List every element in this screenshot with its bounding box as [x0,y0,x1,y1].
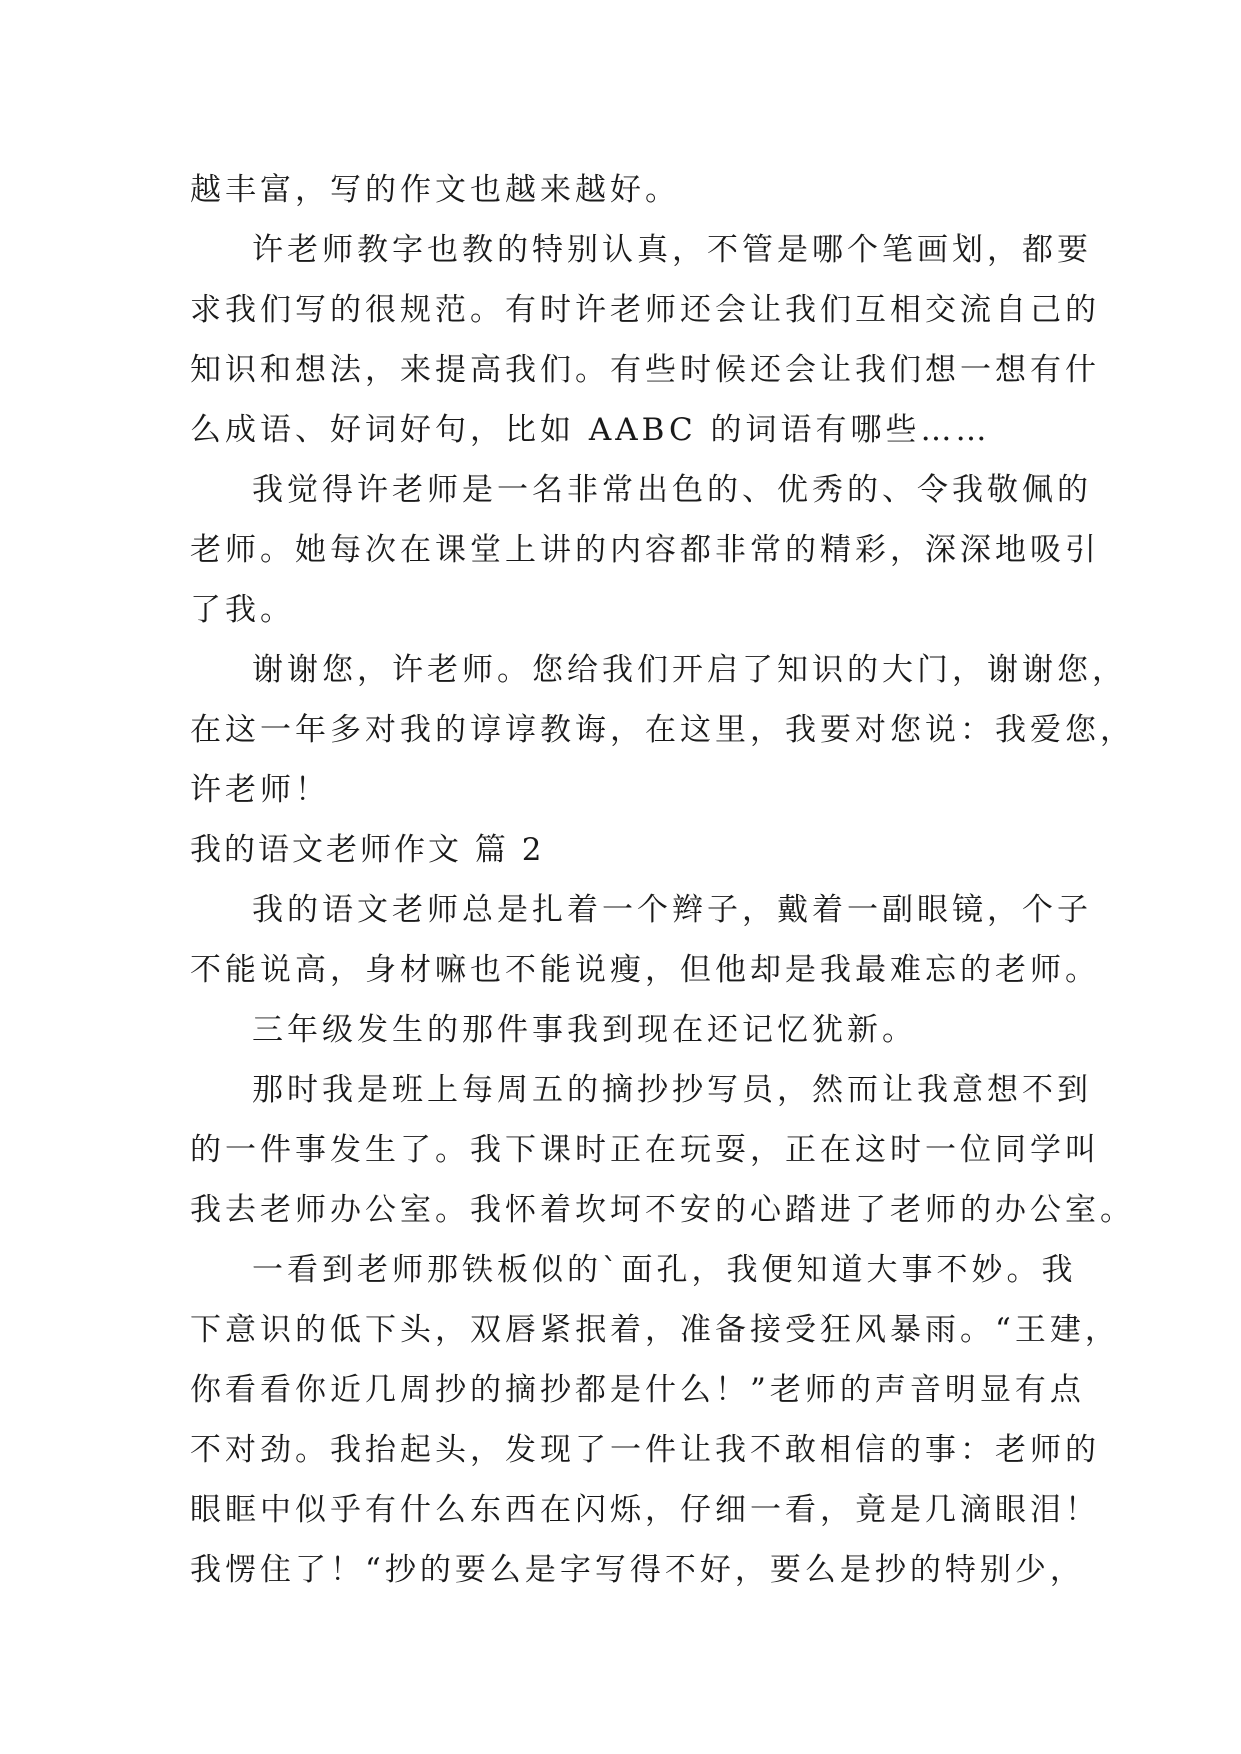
text-line: 下意识的低下头，双唇紧抿着，准备接受狂风暴雨。“王建， [190,1312,1120,1348]
text-line: 求我们写的很规范。有时许老师还会让我们互相交流自己的 [190,292,1100,328]
text-line: 那时我是班上每周五的摘抄抄写员，然而让我意想不到 [252,1072,1092,1108]
text-line: 知识和想法，来提高我们。有些时候还会让我们想一想有什 [190,352,1100,388]
text-line: 谢谢您，许老师。您给我们开启了知识的大门，谢谢您， [252,652,1127,688]
text-line: 你看看你近几周抄的摘抄都是什么！”老师的声音明显有点 [190,1372,1085,1408]
text-line: 三年级发生的那件事我到现在还记忆犹新。 [252,1012,917,1048]
text-line: 不能说高，身材嘛也不能说瘦，但他却是我最难忘的老师。 [190,952,1100,988]
document-body [190,160,1135,1600]
text-line: 了我。 [190,592,295,628]
text-line: 越丰富，写的作文也越来越好。 [190,172,680,208]
paragraph [190,1000,1070,1060]
text-line: 我觉得许老师是一名非常出色的、优秀的、令我敬佩的 [252,472,1092,508]
text-line: 眼眶中似乎有什么东西在闪烁，仔细一看，竟是几滴眼泪！ [190,1492,1100,1528]
text-line: 我的语文老师总是扎着一个辫子，戴着一副眼镜，个子 [252,892,1092,928]
text-line: 我去老师办公室。我怀着坎坷不安的心踏进了老师的办公室。 [190,1192,1135,1228]
text-line: 的一件事发生了。我下课时正在玩耍，正在这时一位同学叫 [190,1132,1100,1168]
paragraph [190,640,1135,820]
paragraph [190,160,1070,220]
text-line: 么成语、好词好句，比如 AABC 的词语有哪些…… [190,412,991,448]
text-line: 许老师！ [190,772,330,808]
section-heading [190,820,1070,880]
paragraph [190,220,1100,460]
paragraph [190,1060,1135,1240]
paragraph [190,1240,1120,1600]
text-line: 不对劲。我抬起头，发现了一件让我不敢相信的事：老师的 [190,1432,1100,1468]
text-line: 老师。她每次在课堂上讲的内容都非常的精彩，深深地吸引 [190,532,1100,568]
text-line: 我愣住了！“抄的要么是字写得不好，要么是抄的特别少， [190,1552,1085,1588]
text-line: 在这一年多对我的谆谆教诲，在这里，我要对您说：我爱您， [190,712,1135,748]
paragraph [190,460,1100,640]
text-line: 一看到老师那铁板似的`面孔，我便知道大事不妙。我 [252,1252,1077,1288]
section-heading-text: 我的语文老师作文 篇 2 [190,832,545,868]
paragraph [190,880,1100,1000]
text-line: 许老师教字也教的特别认真，不管是哪个笔画划，都要 [252,232,1092,268]
